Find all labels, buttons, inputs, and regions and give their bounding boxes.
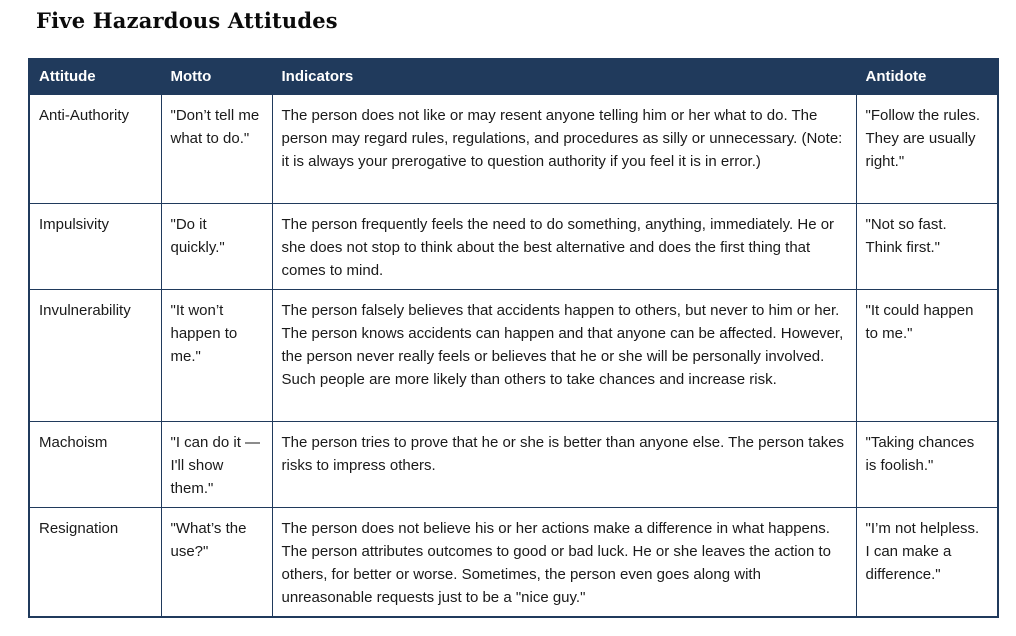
table-row-resignation [29, 507, 998, 617]
table-header-row [29, 59, 998, 94]
motto-cell: "It won’t happen to me." [161, 289, 272, 421]
indicators-cell: The person tries to prove that he or she is better than anyone else. The person takes risks to impress others. [272, 421, 856, 507]
column-header-antidote: Antidote [856, 59, 998, 94]
indicators-cell: The person does not believe his or her actions make a difference in what happens. The person attributes outcomes to good or bad luck. He or she leaves the action to others, for better or worse. Sometimes, the person even goes along with unreasonable requests just to be a "nice guy." [272, 507, 856, 617]
hazardous-attitudes-table [28, 58, 999, 618]
table-row-invulnerability [29, 289, 998, 421]
table-row-impulsivity [29, 203, 998, 289]
antidote-cell: "Not so fast. Think first." [856, 203, 998, 289]
antidote-cell: "It could happen to me." [856, 289, 998, 421]
column-header-motto: Motto [161, 59, 272, 94]
attitude-cell: Machoism [29, 421, 161, 507]
motto-cell: "Do it quickly." [161, 203, 272, 289]
indicators-cell: The person falsely believes that accidents happen to others, but never to him or her. The person knows accidents can happen and that anyone can be affected. However, the person never really feels or believes that he or she will be personally involved. Such people are more likely than others to take chances and increase risk. [272, 289, 856, 421]
column-header-indicators: Indicators [272, 59, 856, 94]
table-row-anti-authority [29, 94, 998, 203]
antidote-cell: "I’m not helpless. I can make a difference." [856, 507, 998, 617]
column-header-attitude: Attitude [29, 59, 161, 94]
antidote-cell: "Follow the rules. They are usually right." [856, 94, 998, 203]
indicators-cell: The person does not like or may resent anyone telling him or her what to do. The person may regard rules, regulations, and procedures as silly or unnecessary. (Note: it is always your prerogative to question authority if you feel it is in error.) [272, 94, 856, 203]
antidote-cell: "Taking chances is foolish." [856, 421, 998, 507]
motto-cell: "I can do it —I'll show them." [161, 421, 272, 507]
attitude-cell: Resignation [29, 507, 161, 617]
motto-cell: "Don’t tell me what to do." [161, 94, 272, 203]
attitude-cell: Invulnerability [29, 289, 161, 421]
page-title: Five Hazardous Attitudes [36, 8, 338, 33]
table-row-machoism [29, 421, 998, 507]
attitude-cell: Impulsivity [29, 203, 161, 289]
motto-cell: "What’s the use?" [161, 507, 272, 617]
indicators-cell: The person frequently feels the need to do something, anything, immediately. He or she does not stop to think about the best alternative and does the first thing that comes to mind. [272, 203, 856, 289]
attitude-cell: Anti-Authority [29, 94, 161, 203]
